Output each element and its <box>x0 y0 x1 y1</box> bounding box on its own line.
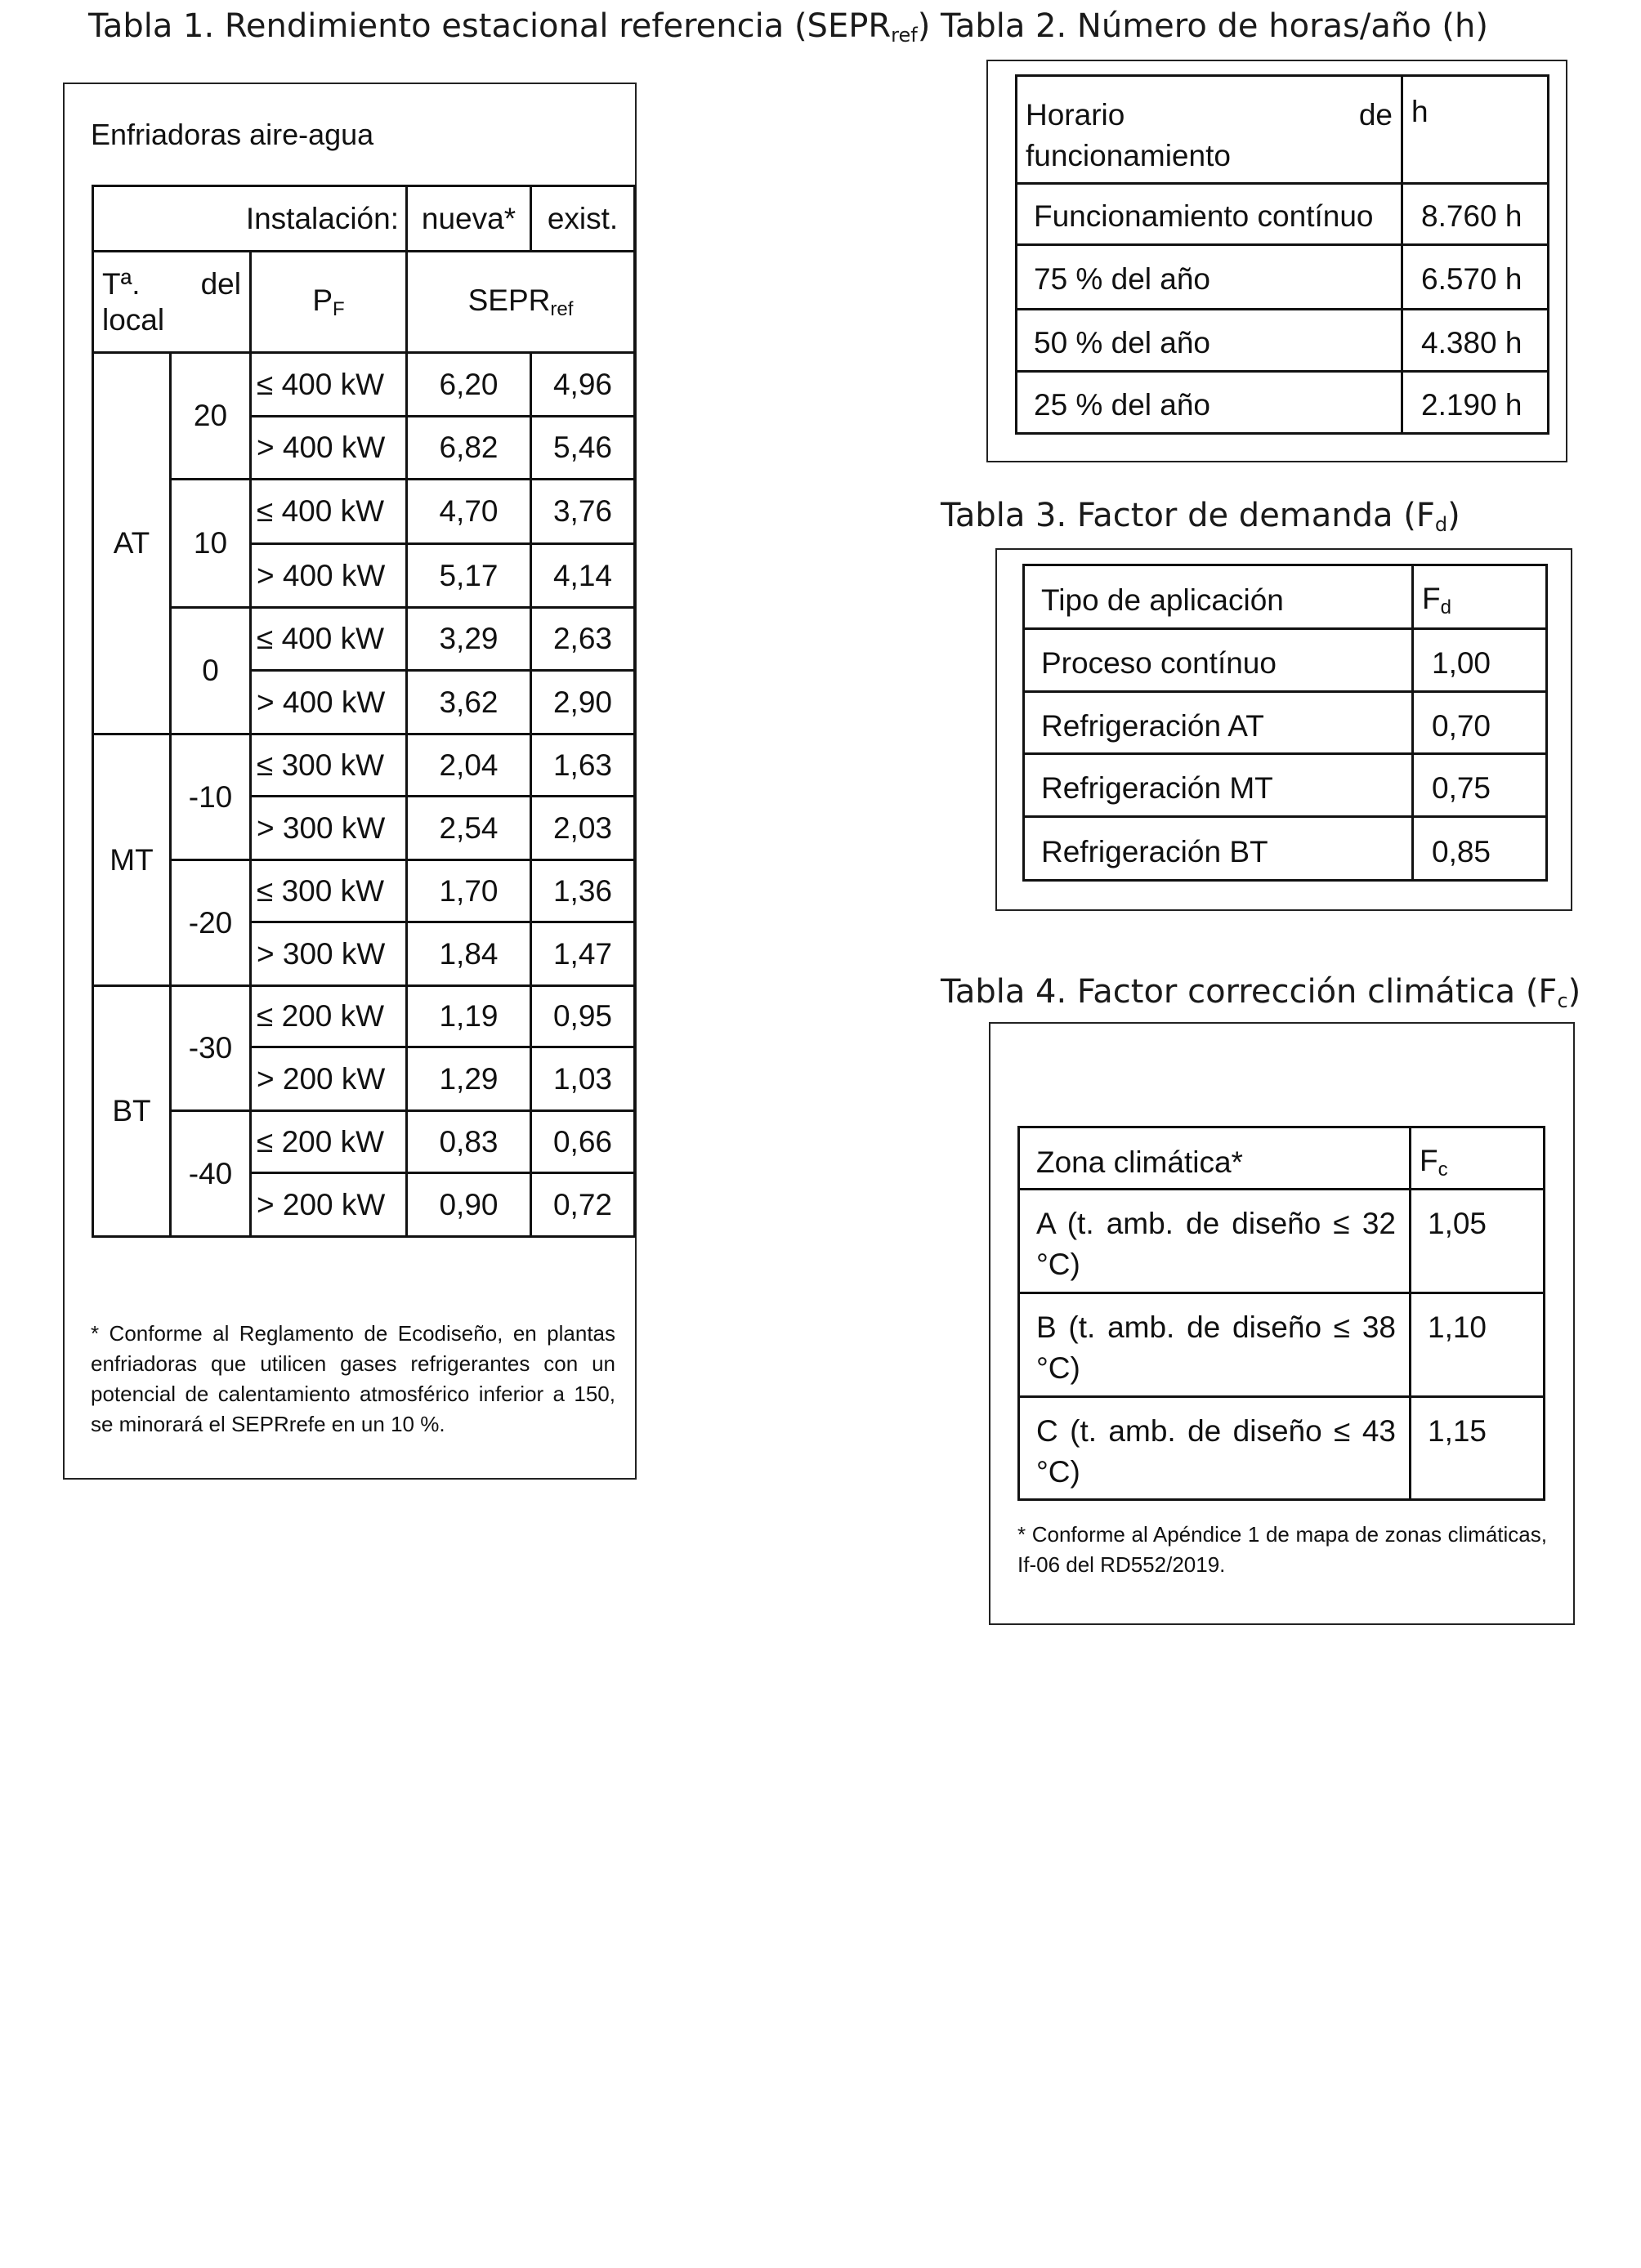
tabla4-footnote: * Conforme al Apéndice 1 de mapa de zonas climáticas, If-06 del RD552/2019. <box>1017 1522 1547 1577</box>
horario-cell: 50 % del año <box>1017 310 1402 372</box>
sepr-header: $SEPR_{ref}$ <box>407 252 635 353</box>
table-row <box>1017 310 1549 372</box>
temp-cell: -20 <box>171 860 251 986</box>
group-cell: AT <box>93 353 171 734</box>
zona-cell: A (t. amb. de diseño ≤ 32 °C) <box>1019 1190 1411 1293</box>
sepr-nueva-cell: 0,90 <box>407 1173 531 1237</box>
tabla1-caption: Enfriadoras aire-agua <box>91 118 374 151</box>
table-row <box>1019 1190 1545 1293</box>
zona-cell: B (t. amb. de diseño ≤ 38 °C) <box>1019 1293 1411 1397</box>
tipo-aplicacion-header: Tipo de aplicación <box>1024 565 1413 629</box>
horario-cell: 25 % del año <box>1017 372 1402 434</box>
sepr-exist-cell: 2,03 <box>531 797 635 860</box>
sepr-nueva-cell: 1,84 <box>407 922 531 986</box>
fd-cell: 0,85 <box>1413 817 1547 881</box>
table-row <box>1017 245 1549 310</box>
temp-cell: -10 <box>171 734 251 860</box>
pf-cell: ≤ 400 kW <box>251 353 407 417</box>
sepr-exist-cell: 0,72 <box>531 1173 635 1237</box>
horario-header: Horario de funcionamiento <box>1017 76 1402 184</box>
pf-cell: > 400 kW <box>251 417 407 480</box>
pf-cell: > 400 kW <box>251 544 407 608</box>
pf-cell: ≤ 400 kW <box>251 608 407 671</box>
aplicacion-cell: Proceso contínuo <box>1024 629 1413 692</box>
sepr-nueva-cell: 3,29 <box>407 608 531 671</box>
sepr-nueva-cell: 4,70 <box>407 480 531 544</box>
group-cell: MT <box>93 734 171 986</box>
horario-cell: 75 % del año <box>1017 245 1402 310</box>
table-row <box>1024 629 1547 692</box>
sepr-exist-cell: 2,90 <box>531 671 635 734</box>
table-row <box>1024 817 1547 881</box>
fc-cell: 1,10 <box>1411 1293 1545 1397</box>
horas-cell: 8.760 h <box>1402 184 1549 245</box>
sepr-exist-cell: 1,36 <box>531 860 635 922</box>
aplicacion-cell: Refrigeración AT <box>1024 692 1413 754</box>
pf-cell: ≤ 400 kW <box>251 480 407 544</box>
sepr-nueva-cell: 5,17 <box>407 544 531 608</box>
fd-cell: 1,00 <box>1413 629 1547 692</box>
sepr-exist-cell: 4,14 <box>531 544 635 608</box>
table-row <box>1019 1293 1545 1397</box>
temp-cell: -40 <box>171 1111 251 1237</box>
pf-cell: > 400 kW <box>251 671 407 734</box>
table-row <box>1024 692 1547 754</box>
sepr-nueva-cell: 2,04 <box>407 734 531 797</box>
sepr-exist-cell: 0,95 <box>531 986 635 1047</box>
pf-cell: ≤ 200 kW <box>251 1111 407 1173</box>
pf-header: $P_F$ <box>251 252 407 353</box>
fc-header: $F_c$ <box>1411 1127 1545 1190</box>
tabla3-title: Tabla 3. Factor de demanda $(F_d)$ <box>941 497 1460 536</box>
temp-cell: 0 <box>171 608 251 734</box>
col-nueva-header: nueva* <box>407 186 531 252</box>
pf-cell: ≤ 200 kW <box>251 986 407 1047</box>
sepr-exist-cell: 0,66 <box>531 1111 635 1173</box>
horas-cell: 4.380 h <box>1402 310 1549 372</box>
tabla1-table <box>92 185 636 1238</box>
fc-cell: 1,05 <box>1411 1190 1545 1293</box>
tabla4-table <box>1017 1126 1545 1501</box>
pf-cell: ≤ 300 kW <box>251 734 407 797</box>
sepr-exist-cell: 1,63 <box>531 734 635 797</box>
sepr-nueva-cell: 1,29 <box>407 1047 531 1111</box>
sepr-exist-cell: 1,03 <box>531 1047 635 1111</box>
tabla2-table <box>1015 74 1549 435</box>
aplicacion-cell: Refrigeración BT <box>1024 817 1413 881</box>
fd-cell: 0,70 <box>1413 692 1547 754</box>
sepr-nueva-cell: 2,54 <box>407 797 531 860</box>
instalacion-label: Instalación: <box>93 186 407 252</box>
pf-cell: ≤ 300 kW <box>251 860 407 922</box>
sepr-exist-cell: 4,96 <box>531 353 635 417</box>
temp-cell: -30 <box>171 986 251 1111</box>
tabla1-title: Tabla 1. Rendimiento estacional referencia $(SEPR_{ref})$ <box>88 7 931 47</box>
tabla2-title: Tabla 2. Número de horas/año (h) <box>941 7 1488 45</box>
pf-cell: > 200 kW <box>251 1173 407 1237</box>
table-row <box>1024 754 1547 817</box>
sepr-exist-cell: 5,46 <box>531 417 635 480</box>
fc-cell: 1,15 <box>1411 1397 1545 1500</box>
tabla3-table <box>1022 564 1548 882</box>
zona-cell: C (t. amb. de diseño ≤ 43 °C) <box>1019 1397 1411 1500</box>
tabla4-title: Tabla 4. Factor corrección climática $(F_c)$ <box>941 973 1581 1012</box>
sepr-exist-cell: 1,47 <box>531 922 635 986</box>
sepr-exist-cell: 3,76 <box>531 480 635 544</box>
pf-cell: > 300 kW <box>251 922 407 986</box>
table-row <box>1017 372 1549 434</box>
temp-cell: 20 <box>171 353 251 480</box>
sepr-nueva-cell: 6,82 <box>407 417 531 480</box>
group-cell: BT <box>93 986 171 1237</box>
horario-cell: Funcionamiento contínuo <box>1017 184 1402 245</box>
sepr-exist-cell: 2,63 <box>531 608 635 671</box>
fd-header: $F_d$ <box>1413 565 1547 629</box>
col-exist-header: exist. <box>531 186 635 252</box>
sepr-nueva-cell: 0,83 <box>407 1111 531 1173</box>
horas-cell: 2.190 h <box>1402 372 1549 434</box>
temp-local-header: Tª. del local <box>93 252 251 353</box>
tabla1-footnote: * Conforme al Reglamento de Ecodiseño, en plantas enfriadoras que utilicen gases refrigerantes con un potencial de calentamiento atmosférico inferior a 150, se minorará el SEPRrefe en un 10 %. <box>91 1321 615 1436</box>
table-row <box>1019 1397 1545 1500</box>
sepr-nueva-cell: 1,70 <box>407 860 531 922</box>
fd-cell: 0,75 <box>1413 754 1547 817</box>
sepr-nueva-cell: 1,19 <box>407 986 531 1047</box>
pf-cell: > 300 kW <box>251 797 407 860</box>
sepr-nueva-cell: 6,20 <box>407 353 531 417</box>
pf-cell: > 200 kW <box>251 1047 407 1111</box>
zona-climatica-header: Zona climática* <box>1019 1127 1411 1190</box>
horas-cell: 6.570 h <box>1402 245 1549 310</box>
table-row <box>1017 184 1549 245</box>
h-header: h <box>1402 76 1549 184</box>
aplicacion-cell: Refrigeración MT <box>1024 754 1413 817</box>
temp-cell: 10 <box>171 480 251 608</box>
sepr-nueva-cell: 3,62 <box>407 671 531 734</box>
